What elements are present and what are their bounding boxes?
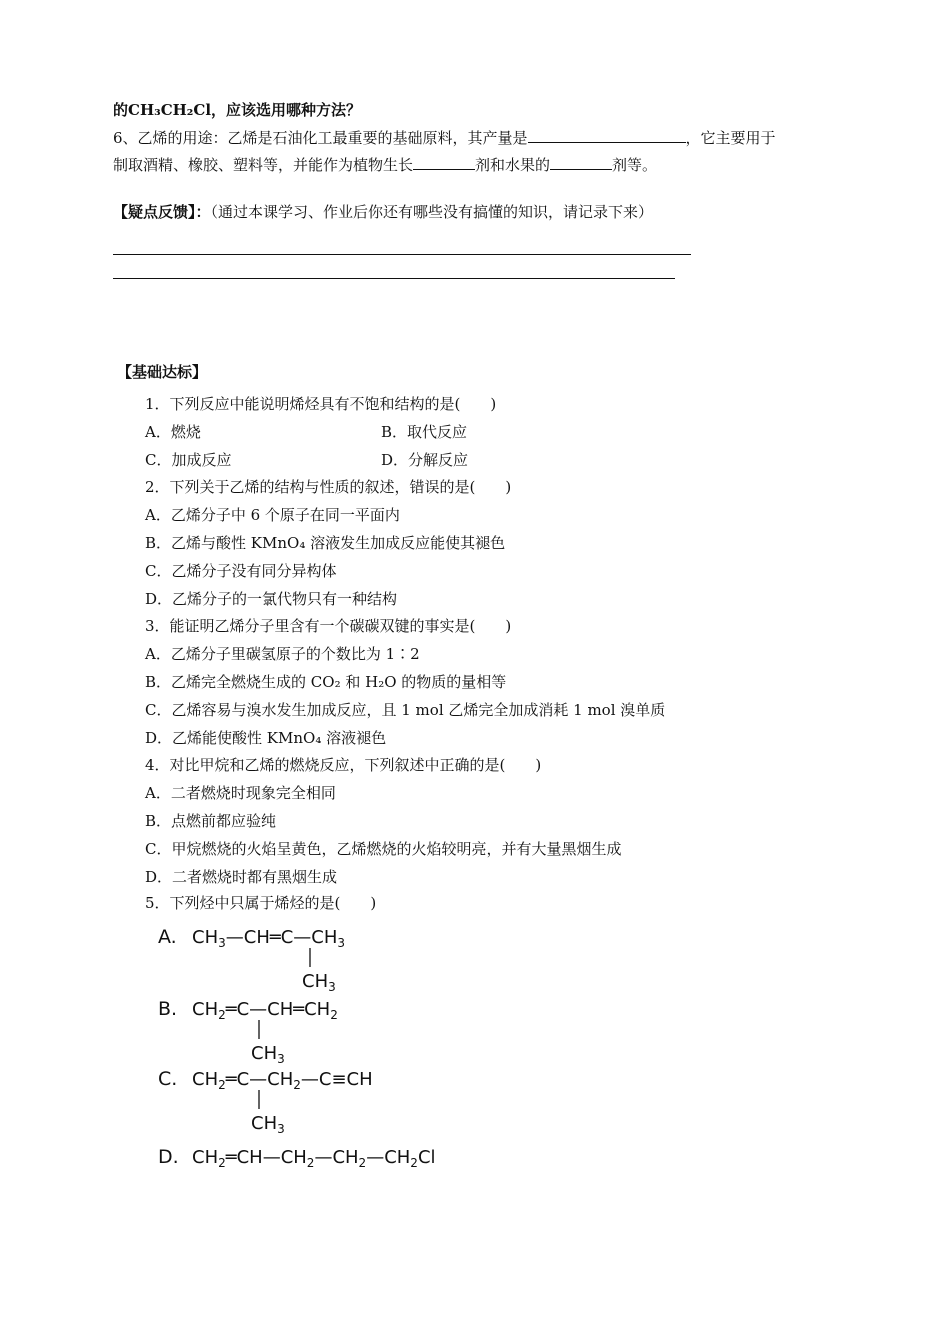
item6-line2 [113,154,657,175]
q4-option-a[interactable]: A．二者燃烧时现象完全相同 [145,784,336,802]
q4-option-b[interactable]: B．点燃前都应验纯 [145,812,277,830]
q5-b-branch: $CH_3$ [251,1043,285,1066]
q5-a-label: A. [158,926,177,948]
growth-regulator-blank[interactable] [413,154,475,170]
item6-text-c: 制取酒精、橡胶、塑料等，并能作为植物生长 [113,156,414,174]
item6-text-b: ，它主要用于 [685,129,776,147]
q5-option-d[interactable] [158,1146,436,1170]
tail-rest: ，应该选用哪种方法？ [211,101,362,119]
feedback-note: （通过本课学习、作业后你还有哪些没有搞懂的知识，请记录下来） [210,203,654,221]
q1-option-b[interactable]: B．取代反应 [381,423,468,441]
feedback-answer-line-2[interactable] [113,278,675,279]
tail-formula: CH₃CH₂Cl [128,101,212,119]
fruit-agent-blank[interactable] [550,154,612,170]
production-blank[interactable] [528,127,686,143]
item6-line1 [113,127,776,148]
q4-option-c[interactable]: C．甲烷燃烧的火焰呈黄色，乙烯燃烧的火焰较明亮，并有大量黑烟生成 [145,840,622,858]
item6-text-a: 6、乙烯的用途：乙烯是石油化工最重要的基础原料，其产量是 [113,129,528,147]
q3-option-a[interactable]: A．乙烯分子里碳氢原子的个数比为 1∶2 [145,645,420,663]
q5-c-label: C. [158,1068,178,1090]
q5-structural-formulas [150,915,510,1179]
q3-option-b[interactable]: B．乙烯完全燃烧生成的 CO₂ 和 H₂O 的物质的量相等 [145,673,507,691]
q4-option-d[interactable]: D．二者燃烧时都有黑烟生成 [145,868,338,886]
q2-option-c[interactable]: C．乙烯分子没有同分异构体 [145,562,337,580]
item6-text-d: 剂和水果的 [475,156,551,174]
q5-c-main: $CH_2═C—CH_2—C\equiv CH$ [192,1069,373,1092]
q5-option-a[interactable] [158,926,345,994]
item6-text-e: 剂等。 [612,156,658,174]
q5-a-main: $CH_3—CH═C—CH_3$ [192,927,346,950]
q1-option-c[interactable]: C．加成反应 [145,451,232,469]
basics-heading: 【基础达标】 [117,363,208,381]
q5-a-branch: $CH_3$ [302,971,336,994]
q5-option-b[interactable] [158,998,338,1066]
q5-b-main: $CH_2═C—CH═CH_2$ [192,999,338,1022]
feedback-heading: 【疑点反馈】： [113,203,211,221]
q5-formula-svg [150,915,510,1175]
q5-stem: 5．下列烃中只属于烯烃的是( ) [145,894,377,912]
q2-option-a[interactable]: A．乙烯分子中 6 个原子在同一平面内 [145,506,400,524]
tail-prefix: 的 [113,101,129,119]
q3-option-c[interactable]: C．乙烯容易与溴水发生加成反应，且 1 mol 乙烯完全加成消耗 1 mol 溴单质 [145,701,666,719]
q2-stem: 2．下列关于乙烯的结构与性质的叙述，错误的是( ) [145,478,512,496]
feedback-section [113,202,653,222]
q2-option-d[interactable]: D．乙烯分子的一氯代物只有一种结构 [145,590,398,608]
q2-option-b[interactable]: B．乙烯与酸性 KMnO₄ 溶液发生加成反应能使其褪色 [145,534,506,552]
q5-c-branch: $CH_3$ [251,1113,285,1136]
q4-stem: 4．对比甲烷和乙烯的燃烧反应，下列叙述中正确的是( ) [145,756,542,774]
feedback-answer-line-1[interactable] [113,254,691,255]
q1-option-d[interactable]: D．分解反应 [381,451,469,469]
q5-b-label: B. [158,998,178,1020]
q5-d-main: $CH_2═CH—CH_2—CH_2—CH_2Cl$ [192,1147,436,1170]
q3-stem: 3．能证明乙烯分子里含有一个碳碳双键的事实是( ) [145,617,512,635]
q1-stem: 1．下列反应中能说明烯烃具有不饱和结构的是( ) [145,395,497,413]
q5-option-c[interactable] [158,1068,373,1136]
q3-option-d[interactable]: D．乙烯能使酸性 KMnO₄ 溶液褪色 [145,729,387,747]
prev-question-tail [113,100,361,120]
q1-option-a[interactable]: A．燃烧 [145,423,201,441]
q5-d-label: D. [158,1146,179,1168]
